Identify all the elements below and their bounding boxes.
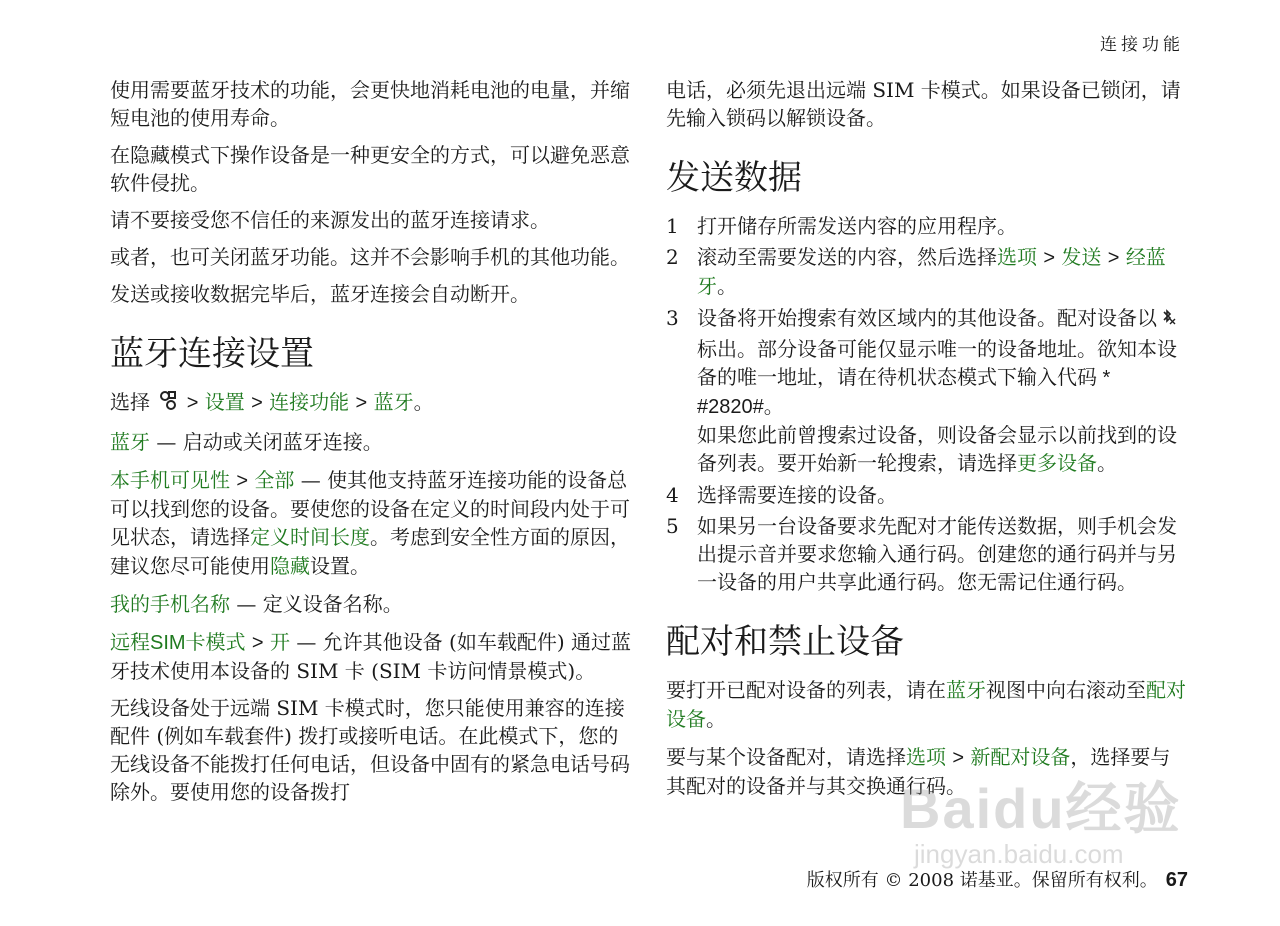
paragraph: 要与某个设备配对，请选择选项 > 新配对设备，选择要与其配对的设备并与其交换通行码。 — [666, 745, 1171, 798]
path-settings: 设置 — [204, 392, 245, 414]
list-item: 4 选择需要连接的设备。 — [666, 483, 897, 507]
paragraph: 要打开已配对设备的列表，请在蓝牙视图中向右滚动至配对设备。 — [666, 678, 1186, 731]
menu-icon — [158, 390, 178, 419]
definition-remote-sim: 远程SIM卡模式 > 开 — 允许其他设备 (如车载配件) 通过蓝牙技术使用本设备的 SIM 卡 (SIM 卡访问情景模式)。 — [110, 630, 632, 683]
definition-phone-name: 我的手机名称 — 定义设备名称。 — [110, 592, 403, 616]
definition-visibility: 本手机可见性 > 全部 — 使其他支持蓝牙连接功能的设备总可以找到您的设备。要使您的设备在定义的时间段内处于可见状态，请选择定义时间长度。考虑到安全性方面的原因，建议您尽可能使用隐藏设置。 — [110, 468, 630, 578]
paired-device-icon — [1159, 307, 1177, 335]
list-item: 1 打开储存所需发送内容的应用程序。 — [666, 214, 1017, 238]
path-connectivity: 连接功能 — [269, 392, 350, 414]
list-item: 5 如果另一台设备要求先配对才能传送数据，则手机会发出提示音并要求您输入通行码。创建您的通行码并与另一设备的用户共享此通行码。您无需记住通行码。 — [666, 514, 1177, 594]
paragraph: 在隐藏模式下操作设备是一种更安全的方式，可以避免恶意软件侵扰。 — [110, 143, 630, 195]
copyright: 版权所有 © 2008 诺基亚。保留所有权利。 — [806, 870, 1158, 891]
section-heading-bt-settings: 蓝牙连接设置 — [110, 334, 314, 374]
path-bluetooth: 蓝牙 — [373, 392, 414, 414]
watermark-logo: Baidu经验 jingyan.baidu.com — [900, 777, 1182, 869]
section-heading-send-data: 发送数据 — [666, 158, 802, 198]
menu-path: 选择 > 设置 > 连接功能 > 蓝牙。 — [110, 388, 635, 419]
page-footer — [807, 866, 1188, 892]
list-item: 2 滚动至需要发送的内容，然后选择选项 > 发送 > 经蓝牙。 — [666, 245, 1166, 298]
paragraph: 使用需要蓝牙技术的功能，会更快地消耗电池的电量，并缩短电池的使用寿命。 — [110, 78, 630, 130]
paragraph: 发送或接收数据完毕后，蓝牙连接会自动断开。 — [110, 282, 530, 306]
section-heading-pair-devices: 配对和禁止设备 — [666, 622, 904, 662]
paragraph: 无线设备处于远端 SIM 卡模式时，您只能使用兼容的连接配件 (例如车载套件) 拨打或接听电话。在此模式下，您的无线设备不能拨打任何电话，但设备中固有的紧急电话号码除外。要使用您的设备拨打 — [110, 696, 630, 804]
running-header: 连接功能 — [1100, 35, 1184, 54]
page-number: 67 — [1165, 869, 1188, 891]
list-item: 3 设备将开始搜索有效区域内的其他设备。配对设备以标出。部分设备可能仅显示唯一的设备地址。欲知本设备的唯一地址，请在待机状态模式下输入代码 * #2820#。 如果您此前曾搜索过设备，则设备会显示以前找到的设备列表。要开始新一轮搜索，请选择更多设备。 — [666, 306, 1177, 475]
definition-bluetooth: 蓝牙 — 启动或关闭蓝牙连接。 — [110, 430, 383, 454]
right-column — [666, 76, 1186, 809]
left-column — [110, 76, 635, 815]
paragraph: 请不要接受您不信任的来源发出的蓝牙连接请求。 — [110, 208, 550, 232]
paragraph: 或者，也可关闭蓝牙功能。这并不会影响手机的其他功能。 — [110, 245, 630, 269]
paragraph: 电话，必须先退出远端 SIM 卡模式。如果设备已锁闭，请先输入锁码以解锁设备。 — [666, 78, 1181, 130]
